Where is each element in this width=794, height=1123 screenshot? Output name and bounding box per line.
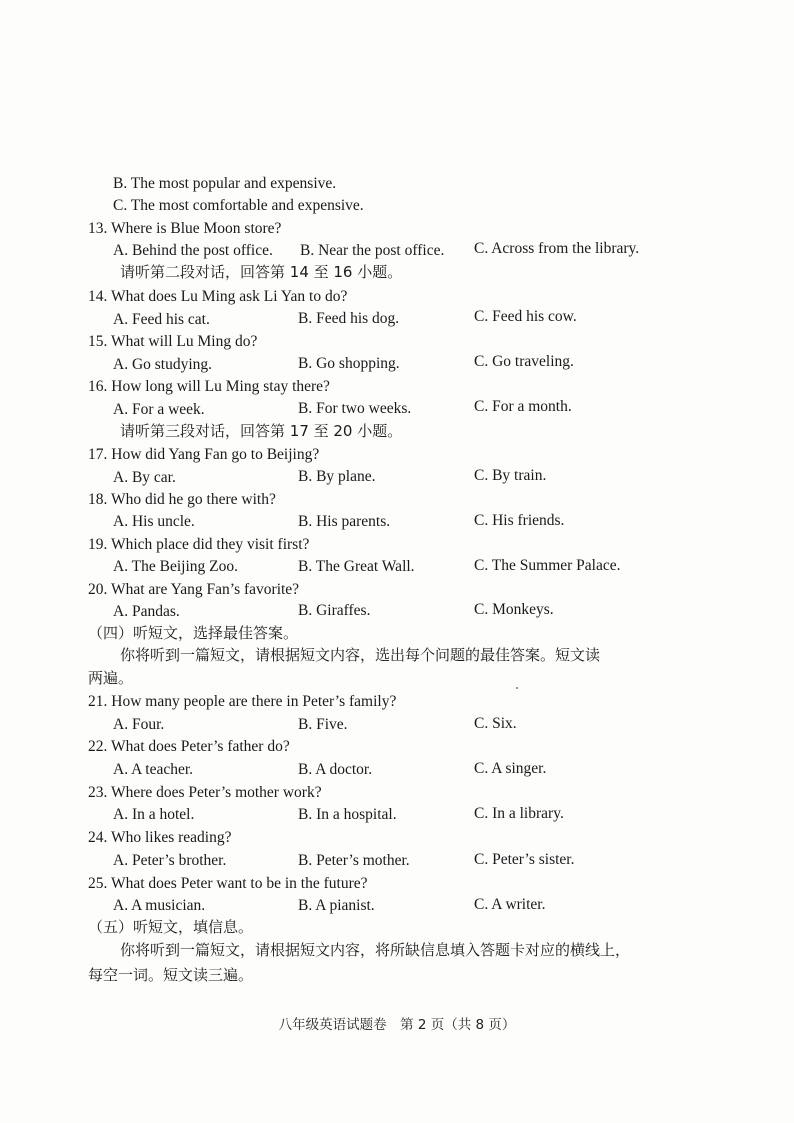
q23-option-b: B. In a hospital.: [298, 806, 397, 823]
q13-option-c: C. Across from the library.: [474, 240, 640, 257]
q21-option-b: B. Five.: [298, 716, 348, 733]
q17-option-b: B. By plane.: [298, 468, 376, 485]
q16-option-c: C. For a month.: [474, 398, 572, 415]
q21-option-c: C. Six.: [474, 715, 517, 732]
q14-option-a: A. Feed his cat.: [113, 311, 210, 328]
q20-option-c: C. Monkeys.: [474, 601, 554, 618]
q25-option-b: B. A pianist.: [298, 897, 375, 914]
q23-question: 23. Where does Peter’s mother work?: [88, 784, 322, 801]
q18-option-c: C. His friends.: [474, 512, 565, 529]
q15-option-c: C. Go traveling.: [474, 353, 574, 370]
q19-option-c: C. The Summer Palace.: [474, 557, 621, 574]
page-footer: 八年级英语试题卷 第 2 页（共 8 页）: [278, 1017, 516, 1033]
q20-option-b: B. Giraffes.: [298, 602, 371, 619]
section-4-instruction: 你将听到一篇短文，请根据短文内容，选出每个问题的最佳答案。短文读: [120, 646, 601, 664]
q23-option-c: C. In a library.: [474, 805, 564, 822]
q16-option-b: B. For two weeks.: [298, 400, 412, 417]
section-5-instruction: 你将听到一篇短文，请根据短文内容，将所缺信息填入答题卡对应的横线上，: [120, 941, 631, 959]
q14-question: 14. What does Lu Ming ask Li Yan to do?: [88, 288, 348, 305]
q22-option-a: A. A teacher.: [113, 761, 194, 778]
q18-question: 18. Who did he go there with?: [88, 491, 276, 508]
q19-option-b: B. The Great Wall.: [298, 558, 415, 575]
section-5-instruction-cont: 每空一词。短文读三遍。: [88, 966, 254, 984]
q15-option-a: A. Go studying.: [113, 356, 213, 373]
dialogue-2-instruction: 请听第二段对话，回答第 14 至 16 小题。: [120, 263, 403, 281]
dialogue-3-instruction: 请听第三段对话，回答第 17 至 20 小题。: [120, 422, 403, 440]
q17-option-a: A. By car.: [113, 469, 176, 486]
section-4-instruction-cont: 两遍。: [88, 669, 134, 687]
q22-option-c: C. A singer.: [474, 760, 547, 777]
q25-option-c: C. A writer.: [474, 896, 546, 913]
section-4-heading: （四）听短文，选择最佳答案。: [88, 624, 299, 642]
q13-option-a: A. Behind the post office.: [113, 242, 273, 259]
section-5-heading: （五）听短文，填信息。: [88, 918, 254, 936]
q21-question: 21. How many people are there in Peter’s family?: [88, 693, 397, 710]
q18-option-a: A. His uncle.: [113, 513, 195, 530]
q22-question: 22. What does Peter’s father do?: [88, 738, 290, 755]
q23-option-a: A. In a hotel.: [113, 806, 195, 823]
q25-question: 25. What does Peter want to be in the future?: [88, 875, 368, 892]
q15-option-b: B. Go shopping.: [298, 355, 400, 372]
q17-question: 17. How did Yang Fan go to Beijing?: [88, 446, 320, 463]
q14-option-b: B. Feed his dog.: [298, 310, 400, 327]
q24-option-b: B. Peter’s mother.: [298, 852, 410, 869]
q12-option-b: B. The most popular and expensive.: [113, 175, 337, 192]
q20-option-a: A. Pandas.: [113, 603, 180, 620]
q21-option-a: A. Four.: [113, 716, 165, 733]
q20-question: 20. What are Yang Fan’s favorite?: [88, 581, 300, 598]
q16-option-a: A. For a week.: [113, 401, 205, 418]
q17-option-c: C. By train.: [474, 467, 547, 484]
q13-option-b: B. Near the post office.: [300, 242, 445, 259]
q13-question: 13. Where is Blue Moon store?: [88, 220, 282, 237]
scan-speck: [516, 687, 518, 689]
q19-question: 19. Which place did they visit first?: [88, 536, 310, 553]
q15-question: 15. What will Lu Ming do?: [88, 333, 258, 350]
q16-question: 16. How long will Lu Ming stay there?: [88, 378, 330, 395]
q12-option-c: C. The most comfortable and expensive.: [113, 197, 364, 214]
q24-option-a: A. Peter’s brother.: [113, 852, 227, 869]
q24-option-c: C. Peter’s sister.: [474, 851, 575, 868]
q22-option-b: B. A doctor.: [298, 761, 373, 778]
q24-question: 24. Who likes reading?: [88, 829, 232, 846]
q25-option-a: A. A musician.: [113, 897, 206, 914]
q18-option-b: B. His parents.: [298, 513, 391, 530]
q14-option-c: C. Feed his cow.: [474, 308, 577, 325]
q19-option-a: A. The Beijing Zoo.: [113, 558, 238, 575]
